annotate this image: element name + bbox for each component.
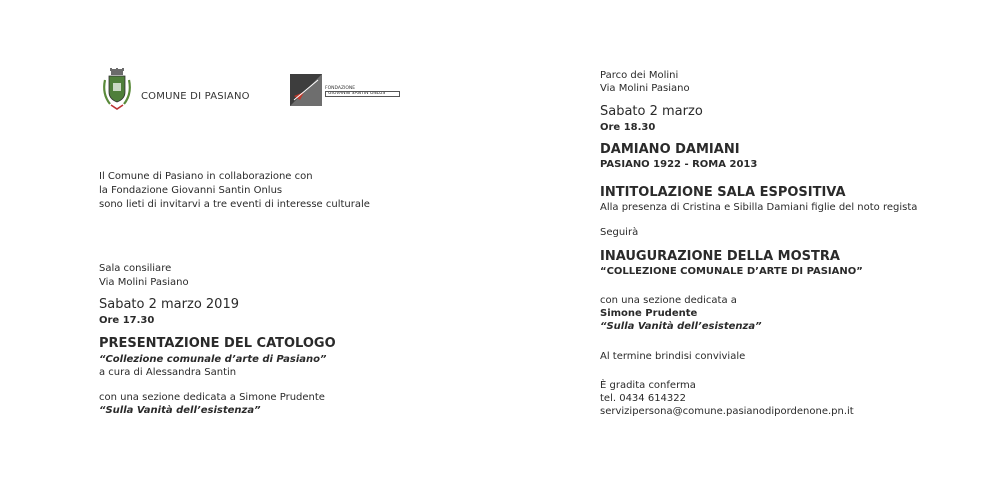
venue-line: Via Molini Pasiano [99, 277, 189, 288]
dedication-title: INTITOLAZIONE SALA ESPOSITIVA [600, 185, 846, 200]
section-work: “Sulla Vanità dell’esistenza” [600, 321, 762, 332]
section-line: con una sezione dedicata a Simone Prudente [99, 392, 325, 403]
follows-label: Seguirà [600, 227, 639, 238]
phone-number: tel. 0434 614322 [600, 393, 687, 404]
dedication-text: Alla presenza di Cristina e Sibilla Damiani figlie del noto regista [600, 202, 918, 213]
event-date: Sabato 2 marzo 2019 [99, 297, 239, 312]
foundation-logo-text: FONDAZIONE [325, 86, 356, 91]
event-curator: a cura di Alessandra Santin [99, 367, 237, 378]
section-intro: con una sezione dedicata a [600, 295, 737, 306]
foundation-logo-icon [290, 74, 322, 106]
section-work: “Sulla Vanità dell’esistenza” [99, 405, 261, 416]
municipal-crest-icon [100, 68, 134, 112]
exhibit-subtitle: “COLLEZIONE COMUNALE D’ARTE DI PASIANO” [600, 266, 863, 277]
closing-note: Al termine brindisi conviviale [600, 351, 746, 362]
intro-line: la Fondazione Giovanni Santin Onlus [99, 185, 283, 196]
event-subtitle: “Collezione comunale d’arte di Pasiano” [99, 354, 327, 365]
event-time: Ore 17.30 [99, 315, 155, 326]
intro-line: Il Comune di Pasiano in collaborazione con [99, 171, 313, 182]
person-name: DAMIANO DAMIANI [600, 142, 740, 157]
intro-line: sono lieti di invitarvi a tre eventi di interesse culturale [99, 199, 370, 210]
exhibit-title: INAUGURAZIONE DELLA MOSTRA [600, 249, 840, 264]
event-time: Ore 18.30 [600, 122, 656, 133]
event-date: Sabato 2 marzo [600, 104, 703, 119]
rsvp-label: È gradita conferma [600, 380, 696, 391]
foundation-name-band: GIOVANNI SANTIN ONLUS [325, 91, 400, 97]
venue-line: Via Molini Pasiano [600, 83, 690, 94]
person-dates: PASIANO 1922 - ROMA 2013 [600, 159, 758, 170]
venue-line: Sala consiliare [99, 263, 172, 274]
section-artist: Simone Prudente [600, 308, 698, 319]
venue-line: Parco dei Molini [600, 70, 679, 81]
municipality-name: COMUNE DI PASIANO [141, 91, 250, 102]
event-title: PRESENTAZIONE DEL CATOLOGO [99, 336, 336, 351]
email-link[interactable]: servizipersona@comune.pasianodipordenone.pn.it [600, 406, 854, 417]
